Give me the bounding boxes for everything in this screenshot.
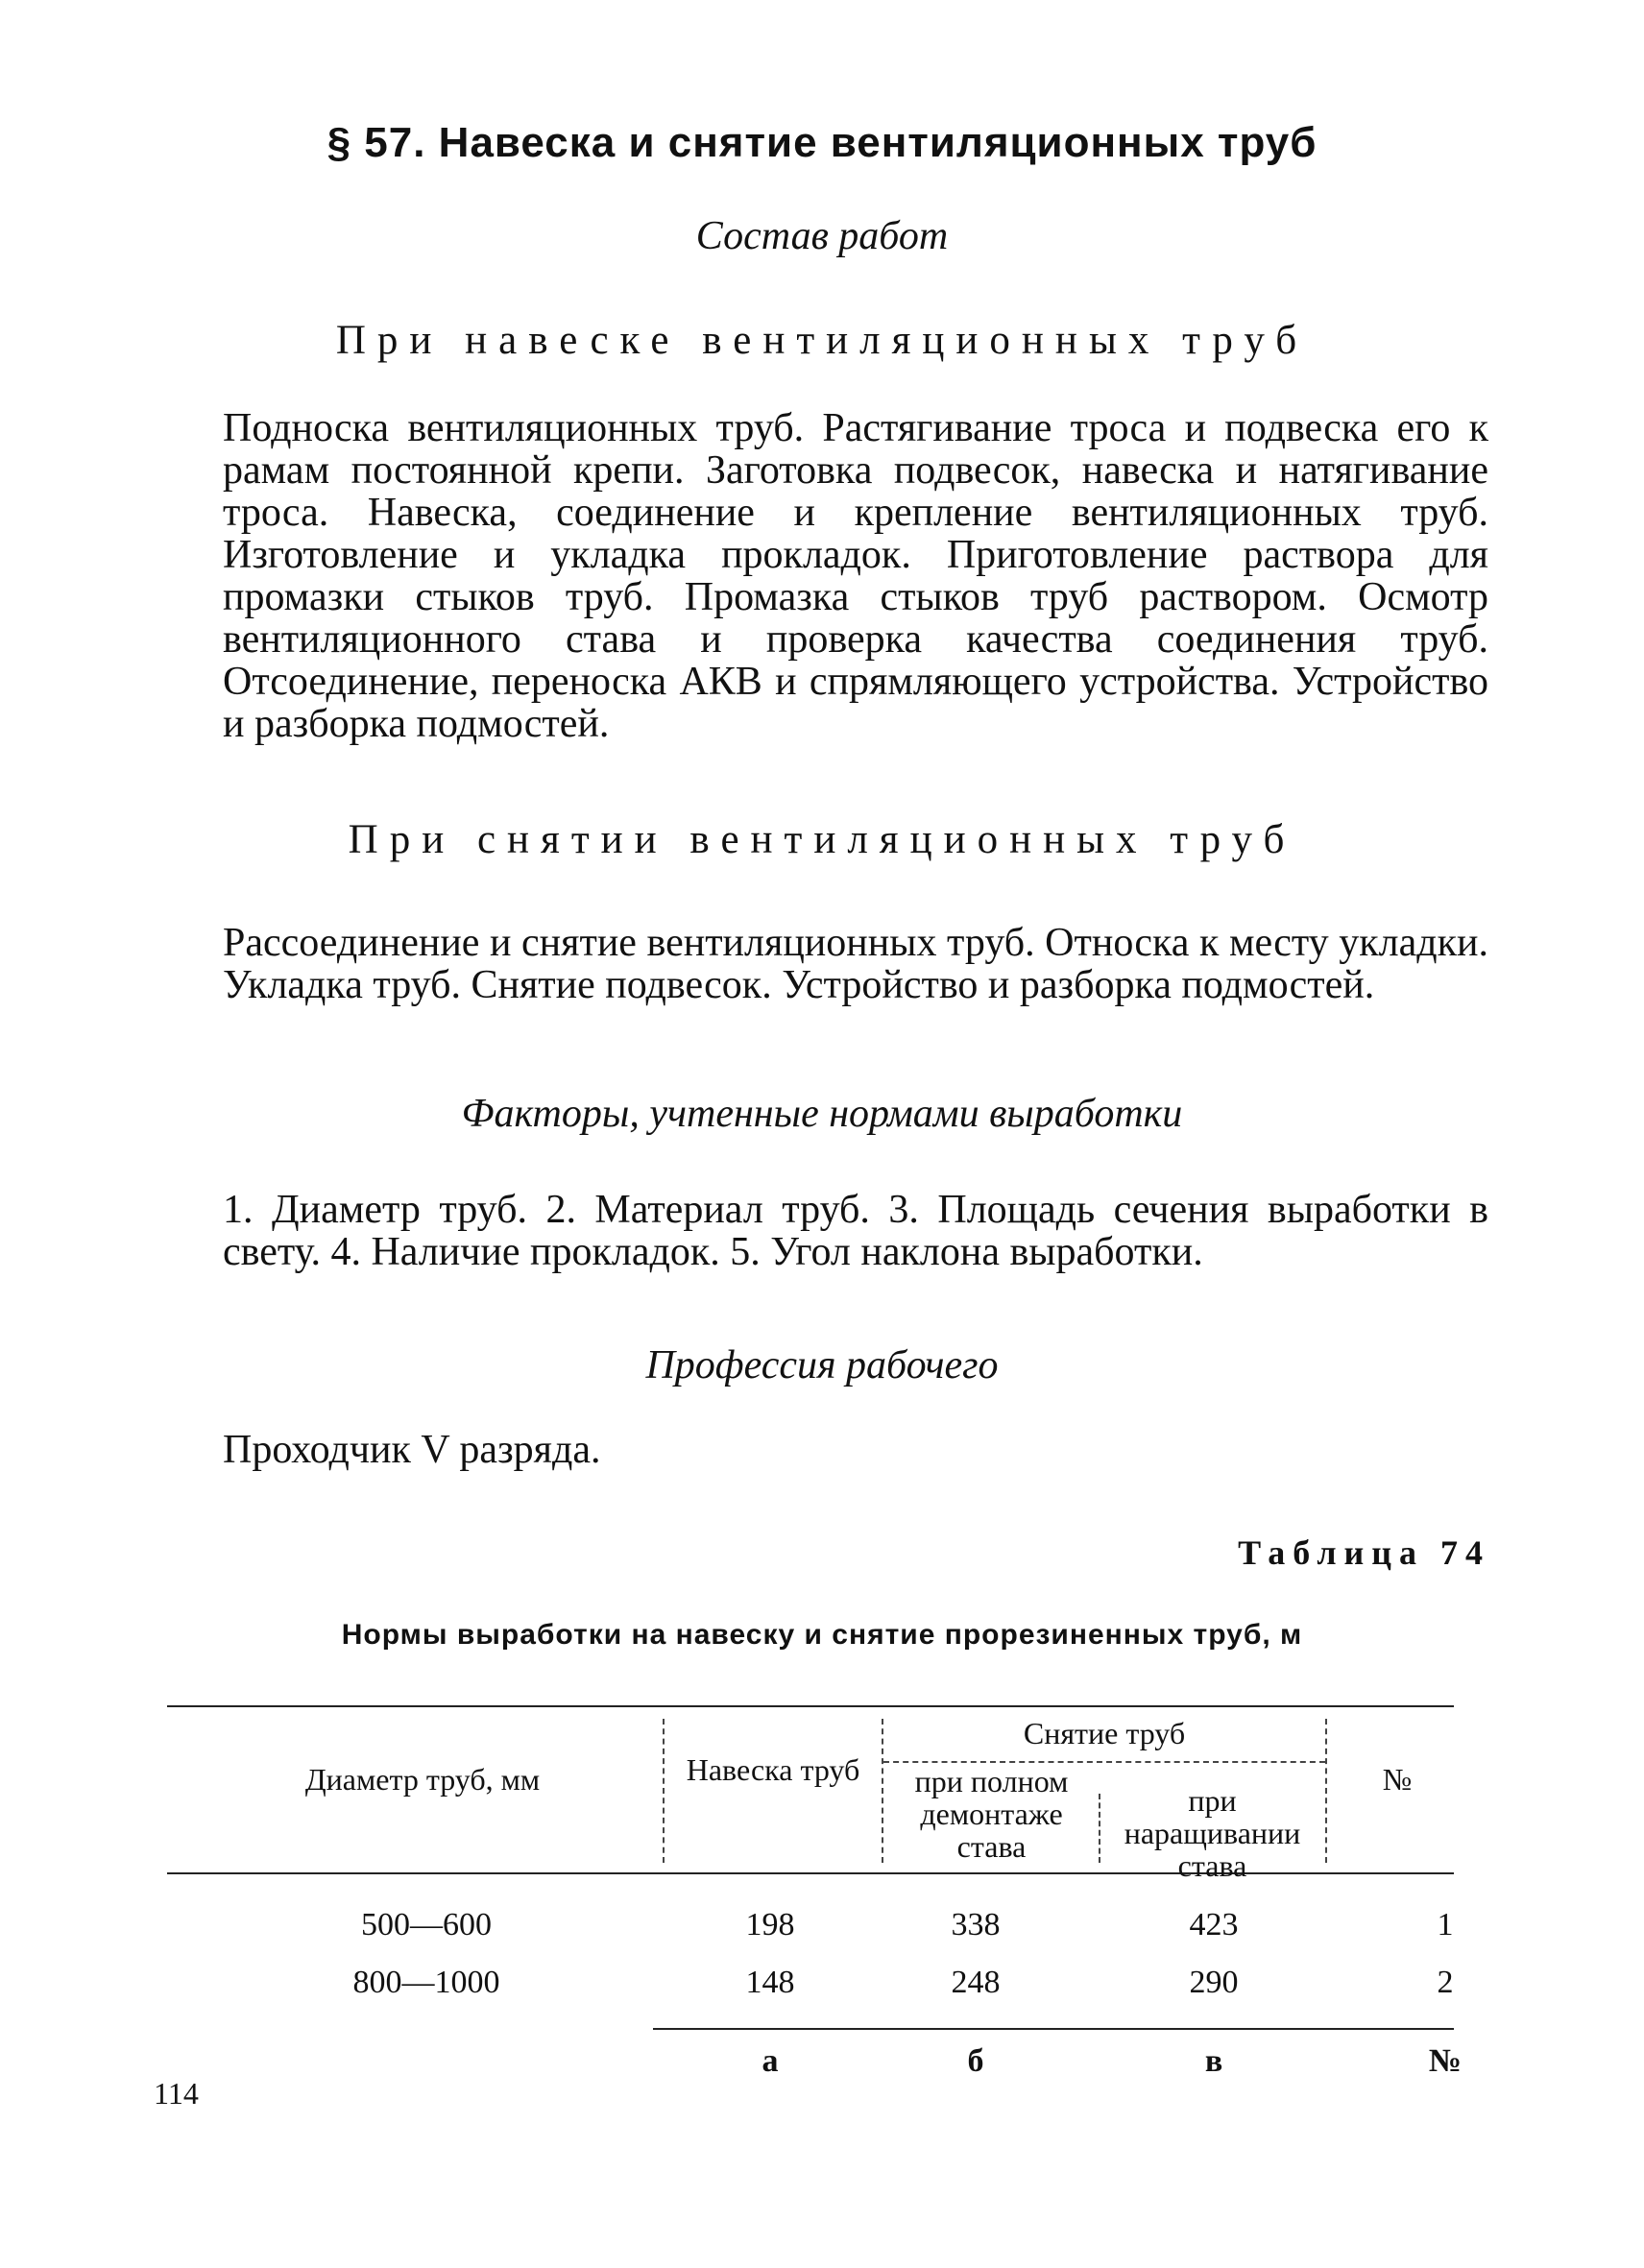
header-install: Навеска труб xyxy=(686,1752,860,1787)
header-removal-group: Снятие труб xyxy=(1023,1716,1186,1750)
footer-c: в xyxy=(1204,2043,1223,2079)
footer-b: б xyxy=(967,2043,984,2079)
profession-text: Проходчик V разряда. xyxy=(223,1428,601,1472)
header-number: № xyxy=(1382,1762,1413,1797)
cell-full: 248 xyxy=(951,1965,1001,2000)
table-label: Таблица 74 xyxy=(1238,1533,1490,1572)
table-top-rule xyxy=(167,1705,1454,1707)
table-bottom-rule xyxy=(653,2028,1454,2030)
table-divider xyxy=(1325,1719,1327,1863)
table-divider xyxy=(663,1719,665,1863)
profession-heading: Профессия рабочего xyxy=(645,1343,999,1387)
composition-heading: Состав работ xyxy=(695,214,949,258)
factors-heading: Факторы, учтенные нормами выработки xyxy=(461,1092,1183,1136)
cell-diameter: 500—600 xyxy=(361,1907,492,1942)
cell-extension: 423 xyxy=(1189,1907,1239,1942)
section-title: § 57. Навеска и снятие вентиляционных труб xyxy=(326,119,1318,166)
cell-install: 198 xyxy=(745,1907,795,1942)
header-diameter: Диаметр труб, мм xyxy=(304,1762,541,1797)
removal-text: Рассоединение и снятие вентиляционных труб. Относка к месту укладки. Укладка труб. Снятие подвесок. Устройство и разборка подмостей. xyxy=(223,921,1488,1007)
footer-number: № xyxy=(1428,2043,1463,2079)
removal-heading: При снятии вентиляционных труб xyxy=(348,817,1296,862)
factors-text: 1. Диаметр труб. 2. Материал труб. 3. Площадь сечения выработки в свету. 4. Наличие прокладок. 5. Угол наклона выработки. xyxy=(223,1188,1488,1274)
footer-a: а xyxy=(762,2043,779,2079)
cell-full: 338 xyxy=(951,1907,1001,1942)
cell-extension: 290 xyxy=(1189,1965,1239,2000)
cell-number: 1 xyxy=(1437,1907,1454,1942)
page-number: 114 xyxy=(154,2076,199,2111)
cell-diameter: 800—1000 xyxy=(352,1965,500,2000)
cell-install: 148 xyxy=(745,1965,795,2000)
install-heading: При навеске вентиляционных труб xyxy=(335,318,1309,363)
header-extension: при наращивании става xyxy=(1124,1783,1301,1883)
header-full-dismantle: при полном демонтаже става xyxy=(914,1764,1069,1864)
cell-number: 2 xyxy=(1437,1965,1454,2000)
table-divider xyxy=(1099,1794,1100,1863)
table-group-rule xyxy=(883,1761,1325,1763)
install-text: Подноска вентиляционных труб. Растягивание троса и подвеска его к рамам постоянной крепи. Заготовка подвесок, навеска и натягивание троса. Навеска, соединение и крепление вентиляционных труб. Изготовление и укладка прокладок. Приготовление раствора для промазки стыков труб. Промазка стыков труб раствором. Осмотр вентиляционного става и проверка качества соединения труб. Отсоединение, переноска АКВ и спрямляющего устройства. Устройство и разборка подмостей. xyxy=(223,406,1488,746)
table-title: Нормы выработки на навеску и снятие прорезиненных труб, м xyxy=(341,1619,1303,1651)
